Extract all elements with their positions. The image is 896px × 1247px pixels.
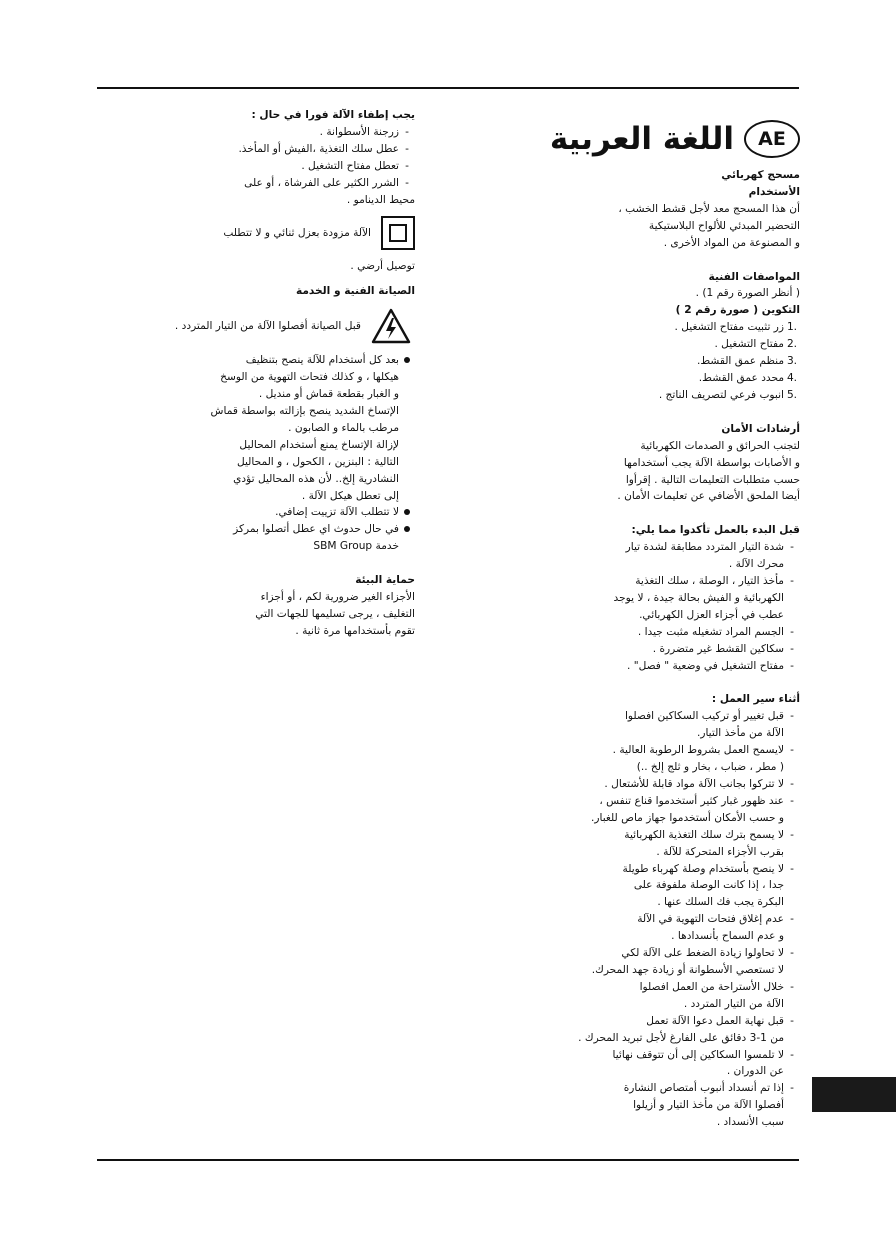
list-item-line: الإتساخ الشديد ينصح بإزالته بواسطة قماش — [210, 404, 399, 417]
list-item-line: سكاكين القشط غير متضررة . — [652, 642, 784, 655]
list-item — [85, 521, 415, 555]
environment-line: الأجزاء الغير ضرورية لكم ، أو أجزاء — [260, 591, 415, 604]
list-item-line: مأخذ التيار ، الوصلة ، سلك التغذية — [635, 575, 784, 588]
before-start-heading: قبل البدء بالعمل تأكدوا مما يلي: — [631, 524, 800, 537]
component-item: 3. منظم عمق القشط. — [696, 355, 798, 368]
list-item-line: سبب الأنسداد . — [716, 1116, 784, 1129]
switch-off-heading: يجب إطفاء الآلة فورا في حال : — [251, 109, 415, 121]
list-item-line: لا يسمح بترك سلك التغذية الكهربائية — [624, 828, 784, 841]
list-item-line: ( مطر ، ضباب ، بخار و ثلج إلخ ..) — [636, 761, 784, 774]
list-item-line: إلى تعطل هيكل الآلة . — [301, 489, 399, 502]
insulation-continuation: توصيل أرضي . — [350, 260, 415, 273]
page-edge-tab — [812, 1077, 896, 1112]
list-item: - لا تتركوا بجانب الآلة مواد قابلة للأشتعال . — [430, 776, 800, 793]
list-item-line: النشادرية إلخ.. لأن هذه المحاليل تؤدي — [233, 472, 399, 485]
list-item-line: تعطل مفتاح التشغيل . — [301, 159, 399, 172]
components-heading: التكوين ( صورة رقم 2 ) — [675, 304, 800, 317]
component-item: 4. محدد عمق القشط. — [698, 371, 798, 384]
device-name: مسحج كهربائي — [721, 169, 800, 181]
maintenance-bullets — [85, 352, 415, 555]
left-column — [85, 107, 415, 640]
list-item-line: لا تلمسوا السكاكين إلى أن تتوقف نهائيا — [612, 1048, 784, 1061]
language-header — [430, 111, 800, 167]
list-item-line: و حسب الأمكان أستخدموا جهاز ماص للغبار. — [591, 811, 784, 824]
environment-line: التغليف ، يرجى تسليمها للجهات التي — [255, 607, 415, 620]
list-item-line: عطب في أجزاء العزل الكهربائي. — [639, 608, 784, 621]
list-item: - سكاكين القشط غير متضررة . — [430, 641, 800, 658]
insulation-note — [85, 216, 415, 250]
list-item: - شدة التيار المتردد مطابقة لشدة تيار محرك الآلة . — [430, 539, 800, 573]
list-item: - لا تلمسوا السكاكين إلى أن تتوقف نهائيا عن الدوران . — [430, 1047, 800, 1081]
list-item-line: لا تستعصي الأسطوانة أو زيادة جهد المحرك. — [591, 963, 784, 976]
specs-heading: المواصفات الفنية — [708, 270, 800, 283]
language-badge: AE — [744, 120, 800, 158]
list-item-line: لا تتطلب الآلة تزييت إضافي. — [275, 506, 399, 519]
safety-line: و الأصابات بواسطة الآلة يجب أستخدامها — [623, 456, 800, 469]
component-item: 2. مفتاح التشغيل . — [714, 338, 798, 351]
safety-heading: أرشادات الأمان — [721, 422, 800, 435]
list-item: - مفتاح التشغيل في وضعية " فصل" . — [430, 658, 800, 675]
bullet-icon — [404, 509, 410, 515]
list-item-line: زرجنة الأسطوانة . — [319, 125, 399, 138]
during-work-heading: أثناء سير العمل : — [711, 693, 800, 706]
usage-line: و المصنوعة من المواد الأخرى . — [663, 236, 800, 249]
maintenance-warning — [85, 308, 415, 344]
top-rule — [97, 87, 799, 89]
list-item: - لا ينصح بأستخدام وصلة كهرباء طويلة جدا ، إذا كانت الوصلة ملفوفة على البكرة يجب فك السلك عنها . — [430, 861, 800, 912]
list-item-line: الآلة من مأخذ التيار. — [696, 727, 784, 740]
list-item-line: لإزالة الإتساخ يمنع أستخدام المحاليل — [239, 438, 399, 451]
list-item-line: في حال حدوث اي عطل أتصلوا بمركز — [233, 523, 399, 536]
list-item-line: و الغبار بقطعة قماش أو منديل . — [258, 388, 399, 401]
list-item-line: التالية : البنزين ، الكحول ، و المحاليل — [236, 455, 399, 468]
maintenance-heading: الصيانة الفنية و الخدمة — [295, 285, 415, 298]
environment-heading: حماية البيئة — [355, 574, 415, 587]
list-item-line: مرطب بالماء و الصابون . — [288, 421, 399, 434]
list-item-line: مفتاح التشغيل في وضعية " فصل" . — [626, 659, 784, 672]
insulation-text: الآلة مزودة بعزل ثنائي و لا تتطلب — [223, 226, 371, 239]
usage-line: أن هذا المسحج معد لأجل قشط الخشب ، — [618, 202, 800, 215]
environment-line: تقوم بأستخدامها مرة ثانية . — [295, 624, 415, 637]
safety-line: حسب متطلبات التعليمات التالية . إقرأوا — [625, 473, 800, 486]
usage-heading: الأستخدام — [748, 185, 800, 198]
high-voltage-warning-icon — [371, 308, 411, 344]
list-item: - لا يسمح بترك سلك التغذية الكهربائية بقرب الأجزاء المتحركة للآلة . — [430, 827, 800, 861]
list-item: - قبل نهاية العمل دعوا الآلة تعمل من 1-3 دقائق على الفارغ لأجل تبريد المحرك . — [430, 1013, 800, 1047]
usage-line: التحضير المبدئي للألواح البلاستيكية — [648, 219, 800, 232]
list-item-line: عند ظهور غبار كثير أستخدموا قناع تنفس ، — [599, 794, 784, 807]
list-item-line: قبل تغيير أو تركيب السكاكين افصلوا — [624, 710, 784, 723]
list-item: - لا تحاولوا زيادة الضغط على الآلة لكي لا تستعصي الأسطوانة أو زيادة جهد المحرك. — [430, 945, 800, 979]
list-item-line: الكهربائية و الفيش بحالة جيدة ، لا يوجد — [613, 591, 784, 604]
list-item-line: الجسم المراد تشغيله مثبت جيدا . — [637, 625, 784, 638]
list-item: - الشرر الكثير على الفرشاة ، أو على — [85, 175, 415, 192]
list-item-line: إذا تم أنسداد أنبوب أمتصاص النشارة — [623, 1082, 784, 1095]
component-item: 1. زر تثبيت مفتاح التشغيل . — [674, 321, 798, 334]
list-item-line: جدا ، إذا كانت الوصلة ملفوفة على — [633, 879, 784, 892]
bullet-icon — [404, 357, 410, 363]
safety-line: أيضا الملحق الأضافي عن تعليمات الأمان . — [617, 490, 800, 503]
safety-line: لتجنب الحرائق و الصدمات الكهربائية — [640, 439, 800, 452]
list-item-line: أفصلوا الآلة من مأخذ التيار و أزيلوا — [633, 1099, 784, 1112]
list-item-line: البكرة يجب فك السلك عنها . — [657, 896, 784, 909]
list-item-line: و عدم السماح بأنسدادها . — [671, 930, 784, 943]
list-item — [85, 352, 415, 504]
list-item-line: عدم إغلاق فتحات التهوية في الآلة — [637, 913, 784, 926]
page-title: اللغة العربية — [549, 121, 734, 157]
bottom-rule — [97, 1159, 799, 1161]
list-item-line: قبل نهاية العمل دعوا الآلة تعمل — [646, 1014, 784, 1027]
list-item: - خلال الأستراحة من العمل افصلوا الآلة من التيار المتردد . — [430, 979, 800, 1013]
list-item: - إذا تم أنسداد أنبوب أمتصاص النشارة أفصلوا الآلة من مأخذ التيار و أزيلوا سبب الأنسداد . — [430, 1080, 800, 1131]
list-item-line: لا ينصح بأستخدام وصلة كهرباء طويلة — [622, 862, 784, 875]
list-item-line: الشرر الكثير على الفرشاة ، أو على — [244, 176, 399, 189]
list-item: - مأخذ التيار ، الوصلة ، سلك التغذية الكهربائية و الفيش بحالة جيدة ، لا يوجد عطب في أجزاء العزل الكهربائي. — [430, 573, 800, 624]
list-item-line: بعد كل أستخدام للآلة ينصح بتنظيف — [245, 354, 399, 367]
list-item: - تعطل مفتاح التشغيل . — [85, 158, 415, 175]
list-item-line: من 1-3 دقائق على الفارغ لأجل تبريد المحرك . — [578, 1031, 784, 1044]
specs-line: ( أنظر الصورة رقم 1) . — [695, 287, 800, 300]
switch-off-list — [85, 124, 415, 192]
component-item: 5. انبوب فرعي لتصريف الناتج . — [658, 388, 798, 401]
list-item-line: شدة التيار المتردد مطابقة لشدة تيار — [625, 541, 784, 554]
list-item-line: الآلة من التيار المتردد . — [683, 997, 784, 1010]
list-item-line: لايسمح العمل بشروط الرطوبة العالية . — [612, 744, 784, 757]
list-item-line: عن الدوران . — [726, 1065, 784, 1078]
list-item-line: خدمة SBM Group — [313, 540, 399, 553]
list-item-line: لا تتركوا بجانب الآلة مواد قابلة للأشتعال . — [604, 778, 784, 790]
right-column — [430, 111, 800, 1131]
list-item: - لايسمح العمل بشروط الرطوبة العالية . ( مطر ، ضباب ، بخار و ثلج إلخ ..) — [430, 742, 800, 776]
list-item: - عطل سلك التغذية ،الفيش أو المأخذ. — [85, 141, 415, 158]
list-item: - الجسم المراد تشغيله مثبت جيدا . — [430, 624, 800, 641]
list-item-line: لا تحاولوا زيادة الضغط على الآلة لكي — [621, 947, 784, 960]
list-item-line: عطل سلك التغذية ،الفيش أو المأخذ. — [238, 142, 399, 155]
list-item — [85, 504, 415, 521]
list-item: - قبل تغيير أو تركيب السكاكين افصلوا الآلة من مأخذ التيار. — [430, 708, 800, 742]
switch-off-continuation: محيط الدينامو . — [346, 193, 415, 206]
list-item: - عند ظهور غبار كثير أستخدموا قناع تنفس ، و حسب الأمكان أستخدموا جهاز ماص للغبار. — [430, 793, 800, 827]
list-item-line: هيكلها ، و كذلك فتحات التهوية من الوسخ — [220, 371, 399, 384]
list-item: - زرجنة الأسطوانة . — [85, 124, 415, 141]
list-item-line: بقرب الأجزاء المتحركة للآلة . — [656, 845, 784, 858]
list-item-line: خلال الأستراحة من العمل افصلوا — [639, 980, 784, 993]
during-work-list — [430, 708, 800, 1131]
list-item-line: محرك الآلة . — [728, 558, 784, 571]
list-item: - عدم إغلاق فتحات التهوية في الآلة و عدم السماح بأنسدادها . — [430, 911, 800, 945]
maintenance-warning-text: قبل الصيانة أفصلوا الآلة من التيار المتردد . — [174, 319, 361, 332]
before-start-list — [430, 539, 800, 674]
bullet-icon — [404, 526, 410, 532]
double-insulation-icon — [381, 216, 415, 250]
